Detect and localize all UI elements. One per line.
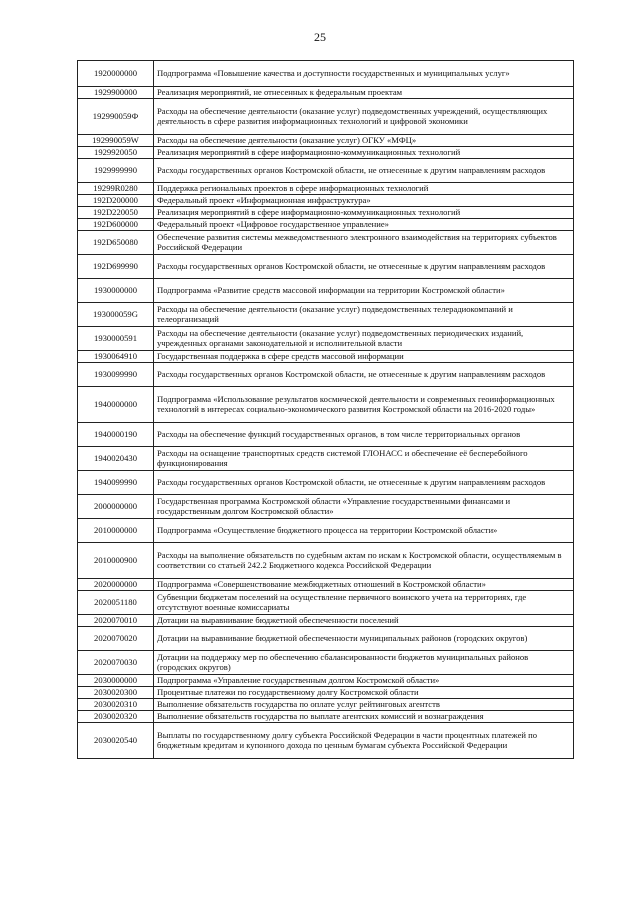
classification-code: 192990059W (78, 135, 154, 147)
page-number: 25 (314, 30, 326, 44)
expense-description: Выполнение обязательств государства по оплате услуг рейтинговых агентств (154, 699, 574, 711)
classification-code: 193000059G (78, 303, 154, 327)
table-row (78, 543, 574, 579)
expense-description: Подпрограмма «Совершенствование межбюджетных отношений в Костромской области» (154, 579, 574, 591)
table-row (78, 591, 574, 615)
classification-code: 1930000000 (78, 279, 154, 303)
table-row (78, 711, 574, 723)
table-row (78, 723, 574, 759)
classification-code: 2010000900 (78, 543, 154, 579)
expense-description: Подпрограмма «Использование результатов космической деятельности и современных геоинформационных технологий в интересах социально-экономического развития Костромской области на 2016-2020 годы» (154, 387, 574, 423)
expense-description: Подпрограмма «Управление государственным долгом Костромской области» (154, 675, 574, 687)
classification-code: 2030020320 (78, 711, 154, 723)
classification-code: 2030020310 (78, 699, 154, 711)
expense-description: Расходы государственных органов Костромской области, не отнесенные к другим направлениям расходов (154, 471, 574, 495)
classification-code: 1929999990 (78, 159, 154, 183)
table-row (78, 183, 574, 195)
expense-description: Расходы на оснащение транспортных средств системой ГЛОНАСС и обеспечение её бесперебойного функционирования (154, 447, 574, 471)
expense-description: Реализация мероприятий в сфере информационно-коммуникационных технологий (154, 207, 574, 219)
table-row (78, 615, 574, 627)
expense-description: Реализация мероприятий, не отнесенных к федеральным проектам (154, 87, 574, 99)
table-row (78, 699, 574, 711)
classification-code: 192990059Ф (78, 99, 154, 135)
expense-description: Поддержка региональных проектов в сфере информационных технологий (154, 183, 574, 195)
expense-description: Государственная поддержка в сфере средств массовой информации (154, 351, 574, 363)
table-row (78, 327, 574, 351)
table-body (78, 61, 574, 759)
expense-description: Федеральный проект «Цифровое государственное управление» (154, 219, 574, 231)
classification-code: 19299R0280 (78, 183, 154, 195)
expense-description: Расходы на обеспечение деятельности (оказание услуг) подведомственных учреждений, осуществляющих деятельность в сфере развития информационных технологий и цифровой экономики (154, 99, 574, 135)
table-row (78, 627, 574, 651)
classification-code: 2030020300 (78, 687, 154, 699)
expense-description: Расходы на обеспечение деятельности (оказание услуг) подведомственных телерадиокомпаний и телеорганизаций (154, 303, 574, 327)
table-row (78, 471, 574, 495)
table-row (78, 279, 574, 303)
expense-description: Расходы на обеспечение функций государственных органов, в том числе территориальных органов (154, 423, 574, 447)
classification-code: 192D699990 (78, 255, 154, 279)
table-row (78, 579, 574, 591)
table-row (78, 363, 574, 387)
expense-description: Расходы на обеспечение деятельности (оказание услуг) подведомственных периодических изданий, учрежденных органами законодательной и исполнительной власти (154, 327, 574, 351)
table-row (78, 423, 574, 447)
table-row (78, 135, 574, 147)
table-row (78, 387, 574, 423)
classification-code: 2020070020 (78, 627, 154, 651)
table-row (78, 219, 574, 231)
classification-code: 1920000000 (78, 61, 154, 87)
table-row (78, 519, 574, 543)
classification-code: 192D200000 (78, 195, 154, 207)
classification-code: 1929900000 (78, 87, 154, 99)
expense-description: Субвенции бюджетам поселений на осуществление первичного воинского учета на территориях, где отсутствуют военные комиссариаты (154, 591, 574, 615)
expense-description: Расходы на выполнение обязательств по судебным актам по искам к Костромской области, осуществляемым в соответствии со статьей 242.2 Бюджетного кодекса Российской Федерации (154, 543, 574, 579)
classification-code: 2000000000 (78, 495, 154, 519)
table-row (78, 255, 574, 279)
table-row (78, 147, 574, 159)
classification-code: 2030020540 (78, 723, 154, 759)
classification-code: 1940099990 (78, 471, 154, 495)
table-row (78, 303, 574, 327)
expense-description: Выплаты по государственному долгу субъекта Российской Федерации в части процентных платежей по бюджетным кредитам и купонного дохода по ценным бумагам субъекта Российской Федерации (154, 723, 574, 759)
table-row (78, 495, 574, 519)
expense-description: Реализация мероприятий в сфере информационно-коммуникационных технологий (154, 147, 574, 159)
expense-description: Подпрограмма «Развитие средств массовой информации на территории Костромской области» (154, 279, 574, 303)
table-row (78, 231, 574, 255)
expense-description: Выполнение обязательств государства по выплате агентских комиссий и вознаграждения (154, 711, 574, 723)
expense-description: Подпрограмма «Повышение качества и доступности государственных и муниципальных услуг» (154, 61, 574, 87)
classification-code: 2020070010 (78, 615, 154, 627)
expense-description: Расходы государственных органов Костромской области, не отнесенные к другим направлениям расходов (154, 159, 574, 183)
classification-code: 2020000000 (78, 579, 154, 591)
table-row (78, 87, 574, 99)
classification-code: 1930064910 (78, 351, 154, 363)
classification-code: 1930000591 (78, 327, 154, 351)
table-row (78, 447, 574, 471)
table-row (78, 99, 574, 135)
expense-description: Расходы на обеспечение деятельности (оказание услуг) ОГКУ «МФЦ» (154, 135, 574, 147)
expense-description: Процентные платежи по государственному долгу Костромской области (154, 687, 574, 699)
expense-description: Подпрограмма «Осуществление бюджетного процесса на территории Костромской области» (154, 519, 574, 543)
table-row (78, 195, 574, 207)
table-row (78, 207, 574, 219)
classification-code: 1930099990 (78, 363, 154, 387)
expense-description: Дотации на выравнивание бюджетной обеспеченности поселений (154, 615, 574, 627)
table-row (78, 675, 574, 687)
classification-code: 1940000000 (78, 387, 154, 423)
table-row (78, 159, 574, 183)
table-row (78, 351, 574, 363)
expense-description: Расходы государственных органов Костромской области, не отнесенные к другим направлениям расходов (154, 363, 574, 387)
budget-classification-table (77, 60, 574, 759)
expense-description: Государственная программа Костромской области «Управление государственными финансами и государственным долгом Костромской области» (154, 495, 574, 519)
classification-code: 1929920050 (78, 147, 154, 159)
expense-description: Расходы государственных органов Костромской области, не отнесенные к другим направлениям расходов (154, 255, 574, 279)
classification-code: 1940000190 (78, 423, 154, 447)
table-row (78, 687, 574, 699)
classification-code: 2020051180 (78, 591, 154, 615)
classification-code: 192D220050 (78, 207, 154, 219)
classification-code: 2010000000 (78, 519, 154, 543)
classification-code: 192D650080 (78, 231, 154, 255)
expense-description: Федеральный проект «Информационная инфраструктура» (154, 195, 574, 207)
classification-code: 192D600000 (78, 219, 154, 231)
classification-code: 1940020430 (78, 447, 154, 471)
classification-code: 2030000000 (78, 675, 154, 687)
expense-description: Обеспечение развития системы межведомственного электронного взаимодействия на территориях субъектов Российской Федерации (154, 231, 574, 255)
table-row (78, 651, 574, 675)
expense-description: Дотации на поддержку мер по обеспечению сбалансированности бюджетов муниципальных районов (городских округов) (154, 651, 574, 675)
classification-code: 2020070030 (78, 651, 154, 675)
table-row (78, 61, 574, 87)
expense-description: Дотации на выравнивание бюджетной обеспеченности муниципальных районов (городских округов) (154, 627, 574, 651)
